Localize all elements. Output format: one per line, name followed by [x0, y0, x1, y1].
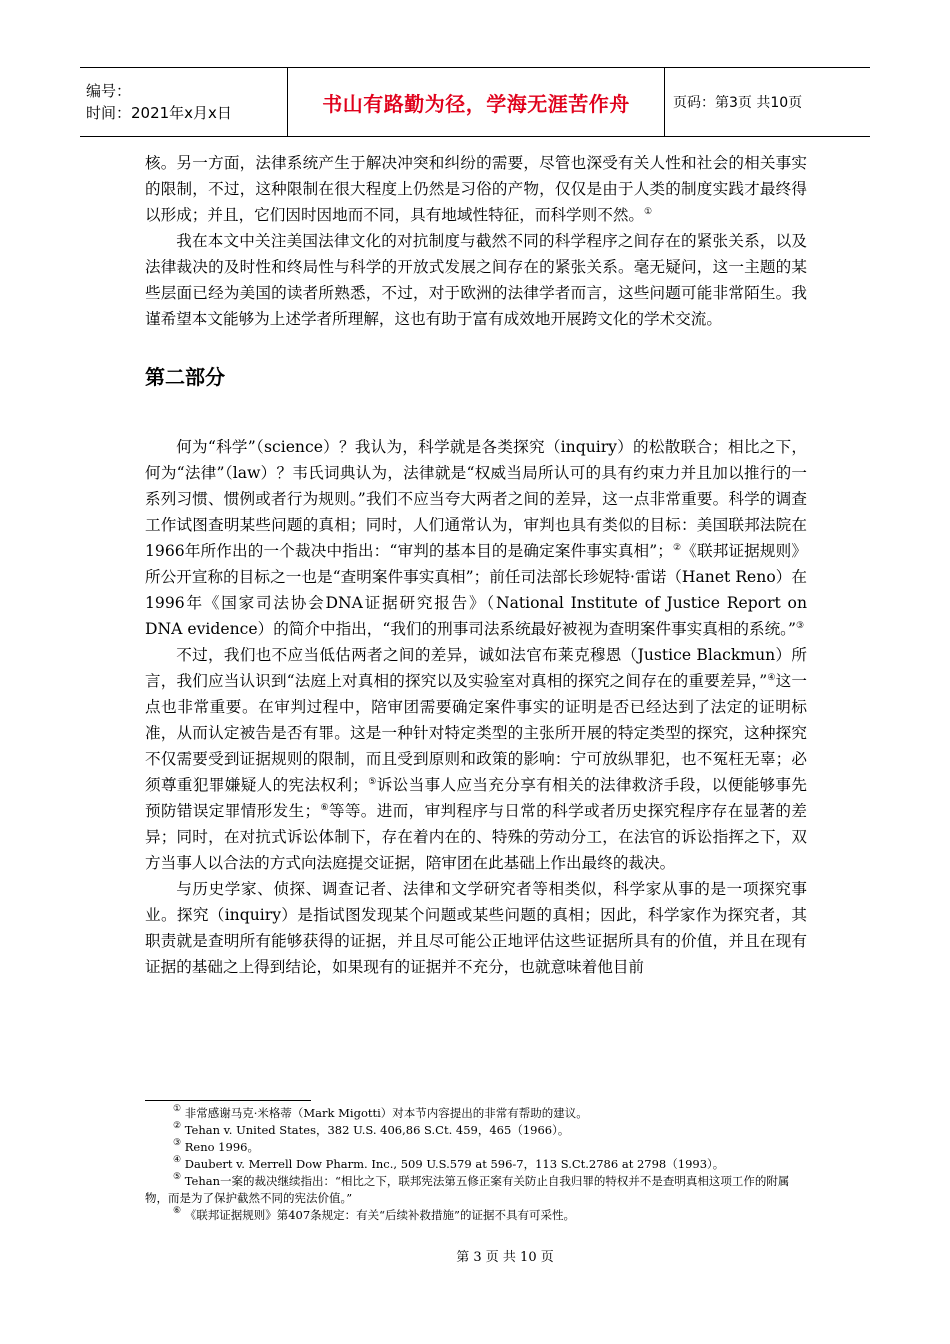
- paragraph-text: 何为“科学”（science）？我认为，科学就是各类探究（inquiry）的松散联合；相比之下，何为“法律”（law）？韦氏词典认为，法律就是“权威当局所认可的具有约束力并且加以推行的一系列习惯、惯例或者行为规则。”我们不应当夸大两者之间的差异，这一点非常重要。科学的调查工作试图查明某些问题的真相；同时，人们通常认为，审判也具有类似的目标：美国联邦法院在1966年所作出的一个裁决中指出：“审判的基本目的是确定案件事实真相”；: [145, 438, 807, 560]
- section-heading: 第二部分: [145, 365, 225, 389]
- footnotes: [145, 1105, 807, 1224]
- footnote-ref[interactable]: ⑥: [320, 803, 329, 813]
- footnote: [145, 1139, 807, 1156]
- footnote-text: 《联邦证据规则》第407条规定：有关“后续补救措施”的证据不具有可采性。: [184, 1208, 575, 1222]
- footnote-text: Tehan一案的裁决继续指出：“相比之下，联邦宪法第五修正案有关防止自我归罪的特权并不是查明真相这项工作的附属物，而是为了保护截然不同的宪法价值。”: [145, 1174, 790, 1205]
- footnote-mark: ④: [173, 1155, 182, 1165]
- paragraph: [145, 876, 807, 980]
- footer-page-number: 第 3 页 共 10 页: [456, 1250, 554, 1265]
- doc-number-label: 编号：: [86, 82, 132, 100]
- footnote: [145, 1122, 807, 1139]
- footnote: [145, 1105, 807, 1122]
- page-header: [80, 67, 870, 137]
- footnote-divider: [145, 1100, 311, 1101]
- motto-text: 书山有路勤为径，学海无涯苦作舟: [322, 91, 630, 116]
- paragraph: [145, 228, 807, 332]
- footnote-text: Reno 1996。: [184, 1140, 259, 1154]
- footnote-mark: ②: [173, 1121, 182, 1131]
- paragraph-text: 诉讼当事人应当充分享有相关的法律救济手段，以便能够事先预防错误定罪情形发生；: [145, 776, 807, 820]
- paragraph-text: 这一点也非常重要。在审判过程中，陪审团需要确定案件事实的证明是否已经达到了法定的证明标准，从而认定被告是否有罪。这是一种针对特定类型的主张所开展的特定类型的探究，这种探究不仅需要受到证据规则的限制，而且受到原则和政策的影响：宁可放纵罪犯，也不冤枉无辜；必须尊重犯罪嫌疑人的宪法权利；: [145, 672, 807, 794]
- footnote-text: Daubert v. Merrell Dow Pharm. Inc., 509 U.S.579 at 596-7，113 S.Ct.2786 at 2798（1993）。: [184, 1157, 725, 1171]
- footnote: [145, 1173, 807, 1207]
- paragraph: [145, 642, 807, 876]
- footnote-mark: ①: [173, 1104, 182, 1114]
- header-page-info: [665, 68, 870, 136]
- document-body: [145, 150, 807, 980]
- paragraph-text: 我在本文中关注美国法律文化的对抗制度与截然不同的科学程序之间存在的紧张关系，以及法律裁决的及时性和终局性与科学的开放式发展之间存在的紧张关系。毫无疑问，这一主题的某些层面已经为美国的读者所熟悉，不过，对于欧洲的法律学者而言，这些问题可能非常陌生。我谨希望本文能够为上述学者所理解，这也有助于富有成效地开展跨文化的学术交流。: [145, 232, 807, 328]
- paragraph-text: 与历史学家、侦探、调查记者、法律和文学研究者等相类似，科学家从事的是一项探究事业。探究（inquiry）是指试图发现某个问题或某些问题的真相；因此，科学家作为探究者，其职责就是查明所有能够获得的证据，并且尽可能公正地评估这些证据所具有的价值，并且在现有证据的基础之上得到结论，如果现有的证据并不充分，也就意味着他目前: [145, 880, 807, 976]
- paragraph-text: 《联邦证据规则》所公开宣称的目标之一也是“查明案件事实真相”；前任司法部长珍妮特·雷诺（Hanet Reno）在1996年《国家司法协会DNA证据研究报告》（National Institute of Justice Report on DNA evidence）的简介中指出，“我们的刑事司法系统最好被视为查明案件事实真相的系统。”: [145, 542, 807, 638]
- footnote-mark: ⑤: [173, 1172, 182, 1182]
- paragraph: [145, 434, 807, 642]
- page-footer: [0, 1246, 950, 1265]
- footnote-ref[interactable]: ①: [644, 207, 653, 217]
- footnote-mark: ⑥: [173, 1206, 182, 1216]
- footnote-text: Tehan v. United States，382 U.S. 406,86 S.Ct. 459，465（1966）。: [184, 1123, 570, 1137]
- footnote-ref[interactable]: ⑤: [367, 777, 377, 787]
- footnote-mark: ③: [173, 1138, 182, 1148]
- footnote-ref[interactable]: ④: [767, 673, 776, 683]
- paragraph-text: 核。另一方面，法律系统产生于解决冲突和纠纷的需要，尽管也深受有关人性和社会的相关事实的限制，不过，这种限制在很大程度上仍然是习俗的产物，仅仅是由于人类的制度实践才最终得以形成；并且，它们因时因地而不同，具有地域性特征，而科学则不然。: [145, 154, 807, 224]
- doc-date-label: 时间：2021年x月x日: [86, 104, 232, 122]
- paragraph-text: 不过，我们也不应当低估两者之间的差异，诚如法官布莱克穆恩（Justice Blackmun）所言，我们应当认识到“法庭上对真相的探究以及实验室对真相的探究之间存在的重要差异，”: [145, 646, 807, 690]
- footnote-ref[interactable]: ③: [795, 621, 805, 631]
- footnote-ref[interactable]: ②: [672, 543, 682, 553]
- paragraph-text: 等等。进而，审判程序与日常的科学或者历史探究程序存在显著的差异；同时，在对抗式诉讼体制下，存在着内在的、特殊的劳动分工，在法官的诉讼指挥之下，双方当事人以合法的方式向法庭提交证据，陪审团在此基础上作出最终的裁决。: [145, 802, 807, 872]
- footnote: [145, 1207, 807, 1224]
- header-meta: [80, 68, 287, 136]
- footnote: [145, 1156, 807, 1173]
- header-motto: [287, 68, 665, 136]
- paragraph: [145, 150, 807, 228]
- page-info-text: 页码：第3页 共10页: [673, 95, 803, 111]
- footnote-text: 非常感谢马克·米格蒂（Mark Migotti）对本节内容提出的非常有帮助的建议。: [184, 1106, 588, 1120]
